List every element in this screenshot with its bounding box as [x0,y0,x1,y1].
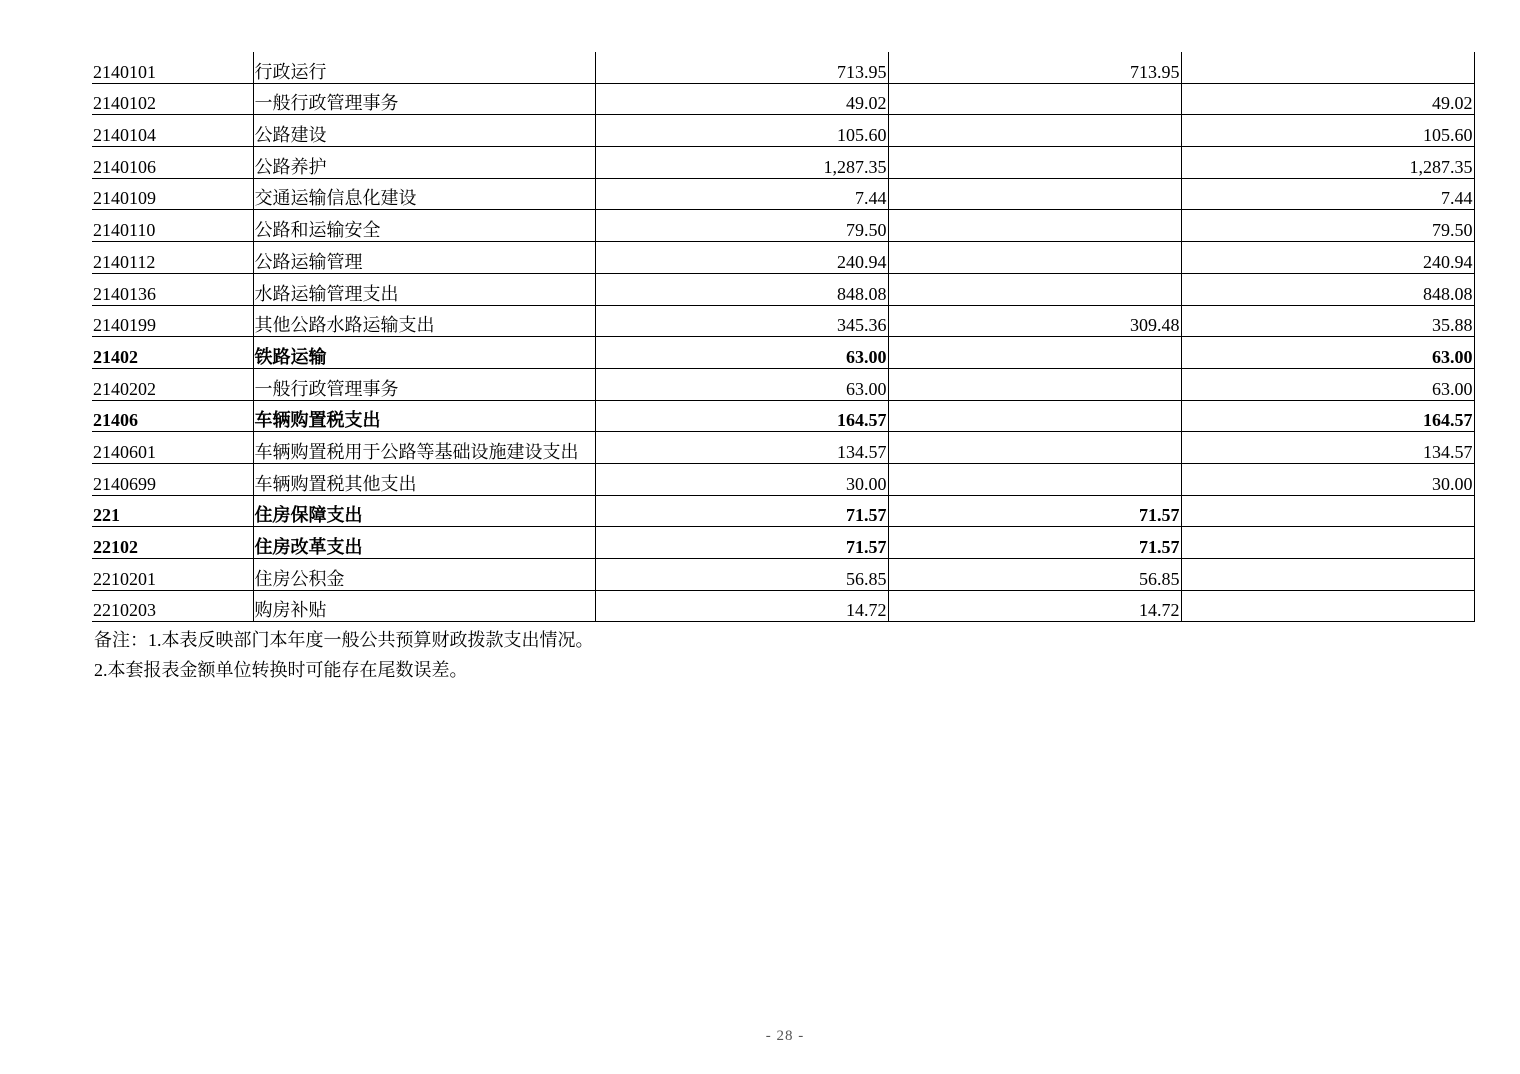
table-row [92,463,1474,495]
code-cell: 2210203 [92,590,253,622]
basic-cell [888,400,1181,432]
name-cell: 其他公路水路运输支出 [253,305,595,337]
basic-cell [888,432,1181,464]
total-cell: 1,287.35 [595,147,888,179]
table-row [92,305,1474,337]
total-cell: 30.00 [595,463,888,495]
project-cell [1181,590,1474,622]
table-row [92,273,1474,305]
code-cell: 2140112 [92,242,253,274]
basic-cell [888,242,1181,274]
name-cell: 一般行政管理事务 [253,83,595,115]
name-cell: 住房公积金 [253,559,595,591]
table-row [92,400,1474,432]
code-cell: 2210201 [92,559,253,591]
project-cell [1181,559,1474,591]
basic-cell [888,210,1181,242]
project-cell: 63.00 [1181,337,1474,369]
table-row [92,242,1474,274]
name-cell: 公路和运输安全 [253,210,595,242]
table-row [92,368,1474,400]
budget-expenditure-table [92,52,1475,622]
basic-cell [888,115,1181,147]
total-cell: 713.95 [595,52,888,83]
code-cell: 2140136 [92,273,253,305]
code-cell: 2140106 [92,147,253,179]
basic-cell: 713.95 [888,52,1181,83]
total-cell: 49.02 [595,83,888,115]
code-cell: 2140699 [92,463,253,495]
name-cell: 水路运输管理支出 [253,273,595,305]
total-cell: 164.57 [595,400,888,432]
basic-cell [888,83,1181,115]
basic-cell: 14.72 [888,590,1181,622]
project-cell: 79.50 [1181,210,1474,242]
code-cell: 2140199 [92,305,253,337]
code-cell: 2140109 [92,178,253,210]
total-cell: 345.36 [595,305,888,337]
total-cell: 56.85 [595,559,888,591]
basic-cell [888,368,1181,400]
code-cell: 2140601 [92,432,253,464]
basic-cell: 56.85 [888,559,1181,591]
code-cell: 221 [92,495,253,527]
table-row [92,147,1474,179]
total-cell: 71.57 [595,495,888,527]
name-cell: 交通运输信息化建设 [253,178,595,210]
total-cell: 79.50 [595,210,888,242]
code-cell: 21406 [92,400,253,432]
name-cell: 住房保障支出 [253,495,595,527]
total-cell: 240.94 [595,242,888,274]
basic-cell: 71.57 [888,527,1181,559]
project-cell: 49.02 [1181,83,1474,115]
name-cell: 一般行政管理事务 [253,368,595,400]
name-cell: 车辆购置税其他支出 [253,463,595,495]
table-row [92,178,1474,210]
page-number: - 28 - [765,1028,805,1044]
note-line-1: 备注：1.本表反映部门本年度一般公共预算财政拨款支出情况。 [94,630,594,650]
project-cell [1181,495,1474,527]
basic-cell [888,178,1181,210]
total-cell: 63.00 [595,337,888,369]
name-cell: 住房改革支出 [253,527,595,559]
table-row [92,210,1474,242]
basic-cell [888,147,1181,179]
project-cell: 134.57 [1181,432,1474,464]
name-cell: 公路建设 [253,115,595,147]
table-row [92,432,1474,464]
project-cell [1181,52,1474,83]
name-cell: 车辆购置税用于公路等基础设施建设支出 [253,432,595,464]
name-cell: 铁路运输 [253,337,595,369]
total-cell: 7.44 [595,178,888,210]
basic-cell: 71.57 [888,495,1181,527]
name-cell: 车辆购置税支出 [253,400,595,432]
table-row [92,559,1474,591]
project-cell [1181,527,1474,559]
project-cell: 240.94 [1181,242,1474,274]
table-row [92,590,1474,622]
code-cell: 2140202 [92,368,253,400]
table-row [92,495,1474,527]
project-cell: 30.00 [1181,463,1474,495]
code-cell: 2140102 [92,83,253,115]
code-cell: 22102 [92,527,253,559]
total-cell: 134.57 [595,432,888,464]
total-cell: 848.08 [595,273,888,305]
table-row [92,527,1474,559]
project-cell: 1,287.35 [1181,147,1474,179]
total-cell: 63.00 [595,368,888,400]
total-cell: 71.57 [595,527,888,559]
project-cell: 164.57 [1181,400,1474,432]
table-row [92,115,1474,147]
code-cell: 2140101 [92,52,253,83]
code-cell: 2140110 [92,210,253,242]
note-line-2: 2.本套报表金额单位转换时可能存在尾数误差。 [94,660,468,680]
table-row [92,337,1474,369]
code-cell: 2140104 [92,115,253,147]
code-cell: 21402 [92,337,253,369]
project-cell: 35.88 [1181,305,1474,337]
project-cell: 7.44 [1181,178,1474,210]
name-cell: 行政运行 [253,52,595,83]
basic-cell [888,463,1181,495]
basic-cell [888,337,1181,369]
project-cell: 105.60 [1181,115,1474,147]
project-cell: 63.00 [1181,368,1474,400]
notes [94,625,594,685]
project-cell: 848.08 [1181,273,1474,305]
total-cell: 14.72 [595,590,888,622]
name-cell: 公路养护 [253,147,595,179]
table-row [92,83,1474,115]
name-cell: 购房补贴 [253,590,595,622]
table-row [92,52,1474,83]
table-body [92,52,1474,622]
name-cell: 公路运输管理 [253,242,595,274]
basic-cell: 309.48 [888,305,1181,337]
total-cell: 105.60 [595,115,888,147]
basic-cell [888,273,1181,305]
